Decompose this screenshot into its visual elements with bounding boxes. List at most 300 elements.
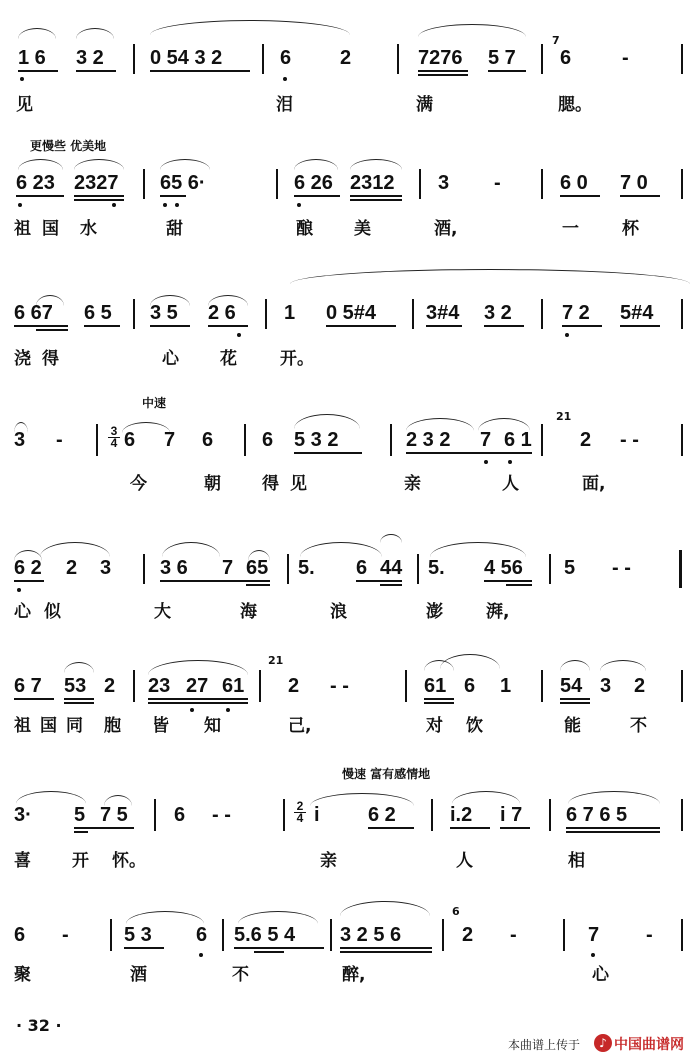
underline — [148, 702, 248, 704]
note-group: 6 2 — [14, 557, 42, 579]
note: 5 — [564, 557, 576, 579]
barline — [133, 44, 135, 74]
underline — [620, 325, 660, 327]
slur — [76, 28, 114, 39]
barline — [549, 799, 551, 831]
lyric: 人 — [456, 851, 473, 871]
lyric: 腮。 — [558, 95, 592, 115]
slur — [600, 660, 646, 671]
barline — [681, 299, 683, 329]
tempo-marking: 慢速 富有感情地 — [342, 767, 431, 781]
barline — [405, 670, 407, 702]
lyric: 饮 — [466, 716, 483, 736]
slur — [440, 654, 500, 669]
underline — [124, 947, 164, 949]
grace-note: 6 — [452, 905, 460, 918]
barline — [276, 169, 278, 199]
note-group: 61 — [222, 675, 245, 697]
note: 7 — [480, 429, 492, 451]
note-group: i.2 — [450, 804, 473, 826]
barline — [442, 919, 444, 951]
dash: - - — [330, 675, 349, 697]
lyric: 不 — [232, 965, 249, 985]
note-group: 2327 — [74, 172, 119, 194]
tempo-marking: 更慢些 优美地 — [30, 139, 107, 153]
low-octave-dot — [190, 708, 194, 712]
time-bottom: 4 — [108, 437, 120, 449]
lyric: 水 — [80, 219, 97, 239]
note: 3· — [14, 804, 32, 826]
note: 2 — [340, 47, 352, 69]
note: 6 — [356, 557, 368, 579]
barline — [541, 44, 543, 74]
lyric: 大 — [154, 602, 171, 622]
dash: - - — [620, 429, 639, 451]
note: 2 — [462, 924, 474, 946]
site-logo-icon[interactable]: ♪ — [594, 1034, 612, 1052]
underline — [340, 947, 432, 949]
system-4 — [0, 390, 700, 500]
lyric: 对 — [426, 716, 443, 736]
lyric: 亲 — [320, 851, 337, 871]
barline — [563, 919, 565, 951]
underline — [350, 199, 402, 201]
underline — [426, 325, 462, 327]
note: 1 — [500, 675, 512, 697]
barline — [143, 169, 145, 199]
underline — [14, 325, 68, 327]
slur — [300, 542, 382, 557]
slur — [162, 542, 220, 557]
note-group: 3#4 — [426, 302, 460, 324]
note: 7 — [222, 557, 234, 579]
low-octave-dot — [484, 460, 488, 464]
lyric: 开 — [72, 851, 89, 871]
barline — [417, 554, 419, 584]
lyric: 似 — [44, 602, 61, 622]
note-group: 27 — [186, 675, 209, 697]
slur — [16, 791, 86, 804]
underline — [160, 195, 186, 197]
note-group: 23 — [148, 675, 171, 697]
barline — [110, 919, 112, 951]
underline — [562, 325, 602, 327]
time-bottom: 4 — [294, 812, 306, 824]
slur — [126, 911, 204, 924]
system-8 — [0, 895, 700, 1005]
page-number: · 32 · — [16, 1016, 62, 1035]
note: 7 — [588, 924, 600, 946]
system-6 — [0, 640, 700, 750]
slur — [418, 24, 526, 37]
barline — [283, 799, 285, 831]
low-octave-dot — [199, 953, 203, 957]
note: 2 — [66, 557, 78, 579]
underline — [418, 70, 468, 72]
lyric: 甜 — [166, 219, 183, 239]
barline — [681, 44, 683, 74]
low-octave-dot — [163, 203, 167, 207]
underline — [484, 580, 532, 582]
low-octave-dot — [226, 708, 230, 712]
slur — [18, 28, 56, 39]
underline — [560, 195, 600, 197]
note-group: 2312 — [350, 172, 395, 194]
note: 2 — [288, 675, 300, 697]
lyric: 皆 — [152, 716, 169, 736]
underline — [14, 698, 54, 700]
underline — [326, 325, 396, 327]
lyric: 开。 — [280, 349, 314, 369]
underline — [506, 584, 532, 586]
time-top: 3 — [110, 424, 118, 438]
note: 3 — [438, 172, 450, 194]
grace-note: 7 — [552, 34, 560, 47]
system-3 — [0, 265, 700, 375]
underline — [566, 827, 660, 829]
note: 6 — [202, 429, 214, 451]
lyric: 心 — [162, 349, 179, 369]
barline — [541, 670, 543, 702]
slur — [310, 793, 414, 806]
grace-note: 21 — [556, 410, 572, 423]
low-octave-dot — [18, 203, 22, 207]
slur — [290, 269, 690, 284]
barline — [431, 799, 433, 831]
lyric: 喜 — [14, 851, 31, 871]
lyric: 聚 — [14, 965, 31, 985]
note: 5 — [74, 804, 86, 826]
slur — [238, 911, 318, 924]
lyric: 知 — [204, 716, 221, 736]
note: 6 — [560, 47, 572, 69]
time-signature — [294, 801, 306, 824]
note-group: 5.6 5 4 — [234, 924, 296, 946]
note-group: 2 6 — [208, 302, 236, 324]
underline — [254, 951, 284, 953]
underline — [14, 580, 44, 582]
underline — [36, 329, 68, 331]
note-group: 65 6· — [160, 172, 206, 194]
lyric: 心 — [592, 965, 609, 985]
note: 3 — [100, 557, 112, 579]
site-name-link[interactable]: 中国曲谱网 — [614, 1037, 684, 1053]
note-group: 7 2 — [562, 302, 590, 324]
note: 2 — [580, 429, 592, 451]
underline — [356, 580, 402, 582]
low-octave-dot — [112, 203, 116, 207]
note-group: 6 26 — [294, 172, 333, 194]
note: 5. — [298, 557, 315, 579]
underline — [74, 199, 124, 201]
underline — [64, 702, 94, 704]
lyric: 得 — [42, 349, 59, 369]
note-group: 5 3 2 — [294, 429, 339, 451]
slur — [340, 901, 430, 916]
underline — [148, 698, 248, 700]
lyric: 见 — [16, 95, 33, 115]
barline — [244, 424, 246, 456]
low-octave-dot — [508, 460, 512, 464]
underline — [84, 325, 120, 327]
low-octave-dot — [565, 333, 569, 337]
note-group: 3 2 — [484, 302, 512, 324]
slur — [350, 159, 402, 170]
barline — [265, 299, 267, 329]
note: 6 — [262, 429, 274, 451]
underline — [208, 325, 248, 327]
barline — [541, 299, 543, 329]
grace-note: 21 — [268, 654, 284, 667]
underline — [16, 195, 64, 197]
slur — [430, 542, 526, 557]
lyric: 酒, — [434, 219, 458, 239]
note-group: 6 1 — [504, 429, 532, 451]
underline — [150, 325, 190, 327]
note-group: 6 7 6 5 — [566, 804, 628, 826]
note-group: 7 5 — [100, 804, 128, 826]
note-group: i 7 — [500, 804, 523, 826]
slur — [64, 662, 94, 673]
underline — [74, 827, 134, 829]
barline — [541, 424, 543, 456]
lyric: 泪 — [276, 95, 293, 115]
lyric: 湃, — [486, 602, 510, 622]
note-group: 0 5#4 — [326, 302, 377, 324]
lyric: 美 — [354, 219, 371, 239]
slur — [160, 159, 210, 170]
low-octave-dot — [591, 953, 595, 957]
note: 6 — [174, 804, 186, 826]
slur — [380, 534, 402, 543]
barline — [397, 44, 399, 74]
lyric: 怀。 — [112, 851, 146, 871]
lyric: 酒 — [130, 965, 147, 985]
note-group: 44 — [380, 557, 403, 579]
dash: - - — [612, 557, 631, 579]
barline — [133, 299, 135, 329]
note: 5. — [428, 557, 445, 579]
note: 6 — [124, 429, 136, 451]
note-group: 6 2 — [368, 804, 396, 826]
note-group: 3 2 5 6 — [340, 924, 402, 946]
note-group: 7276 — [418, 47, 463, 69]
underline — [450, 827, 490, 829]
underline — [76, 70, 116, 72]
note-group: 4 56 — [484, 557, 523, 579]
barline — [541, 169, 543, 199]
underline — [350, 195, 402, 197]
tempo-marking: 中速 — [142, 396, 167, 410]
dash: - — [494, 172, 501, 194]
slur — [150, 20, 350, 35]
slur — [74, 159, 124, 170]
barline — [262, 44, 264, 74]
dash: - — [646, 924, 653, 946]
barline — [330, 919, 332, 951]
note: 3 — [600, 675, 612, 697]
note-group: 65 — [246, 557, 269, 579]
underline — [620, 195, 660, 197]
system-7 — [0, 765, 700, 875]
note-group: 6 0 — [560, 172, 588, 194]
slur — [148, 660, 248, 675]
underline — [406, 452, 532, 454]
barline — [681, 919, 683, 951]
lyric: 国 — [40, 716, 57, 736]
note-group: 5 7 — [488, 47, 516, 69]
low-octave-dot — [175, 203, 179, 207]
note: 2 — [104, 675, 116, 697]
barline — [681, 424, 683, 456]
barline — [287, 554, 289, 584]
barline — [679, 550, 682, 588]
barline — [143, 554, 145, 584]
dash: - — [62, 924, 69, 946]
note: 2 — [634, 675, 646, 697]
barline — [96, 424, 98, 456]
underline — [424, 702, 454, 704]
note: 3 — [14, 429, 26, 451]
note-group: 6 23 — [16, 172, 55, 194]
barline — [681, 799, 683, 831]
note-group: 6 7 — [14, 675, 42, 697]
underline — [424, 698, 454, 700]
low-octave-dot — [297, 203, 301, 207]
underline — [246, 584, 270, 586]
barline — [419, 169, 421, 199]
note-group: 6 5 — [84, 302, 112, 324]
slur — [294, 414, 360, 429]
low-octave-dot — [17, 588, 21, 592]
lyric: 花 — [220, 349, 237, 369]
lyric: 同 — [66, 716, 83, 736]
time-signature — [108, 426, 120, 449]
lyric: 得 — [262, 474, 279, 494]
lyric: 祖 — [14, 716, 31, 736]
lyric: 浇 — [14, 349, 31, 369]
underline — [488, 70, 526, 72]
note: 6 — [280, 47, 292, 69]
underline — [234, 947, 324, 949]
barline — [412, 299, 414, 329]
slur — [568, 791, 660, 804]
underline — [560, 702, 590, 704]
barline — [133, 670, 135, 702]
underline — [380, 584, 402, 586]
underline — [294, 452, 362, 454]
lyric: 亲 — [404, 474, 421, 494]
slur — [560, 660, 590, 671]
upload-note: 本曲谱上传于 — [508, 1038, 581, 1052]
underline — [160, 580, 270, 582]
lyric: 国 — [42, 219, 59, 239]
lyric: 浪 — [330, 602, 347, 622]
underline — [560, 698, 590, 700]
note: 1 — [284, 302, 296, 324]
note: 6 — [196, 924, 208, 946]
note-group: 6 67 — [14, 302, 53, 324]
low-octave-dot — [283, 77, 287, 81]
lyric: 醉, — [342, 965, 366, 985]
note-group: 61 — [424, 675, 447, 697]
underline — [294, 195, 340, 197]
lyric: 人 — [502, 474, 519, 494]
lyric: 面, — [582, 474, 606, 494]
barline — [222, 919, 224, 951]
lyric: 澎 — [426, 602, 443, 622]
underline — [500, 827, 530, 829]
lyric: 心 — [14, 602, 31, 622]
lyric: 海 — [240, 602, 257, 622]
barline — [390, 424, 392, 456]
system-2 — [0, 135, 700, 245]
note-group: 3 5 — [150, 302, 178, 324]
dash: - - — [212, 804, 231, 826]
note-group: 2 3 2 — [406, 429, 451, 451]
note-group: 5#4 — [620, 302, 654, 324]
dash: - — [56, 429, 63, 451]
lyric: 见 — [290, 474, 307, 494]
note-group: 3 2 — [76, 47, 104, 69]
lyric: 能 — [564, 716, 581, 736]
note-group: 0 54 3 2 — [150, 47, 223, 69]
note-group: 7 0 — [620, 172, 648, 194]
underline — [418, 74, 468, 76]
slur — [452, 791, 520, 804]
underline — [64, 698, 94, 700]
lyric: 胞 — [104, 716, 121, 736]
underline — [566, 831, 660, 833]
lyric: 今 — [130, 474, 147, 494]
note: i — [314, 804, 320, 826]
lyric: 相 — [568, 851, 585, 871]
note-group: 1 6 — [18, 47, 46, 69]
slur — [18, 159, 63, 170]
lyric: 一 — [562, 219, 579, 239]
lyric: 不 — [630, 716, 647, 736]
underline — [484, 325, 524, 327]
dash: - — [622, 47, 629, 69]
lyric: 杯 — [622, 219, 639, 239]
underline — [74, 831, 88, 833]
time-top: 2 — [296, 799, 304, 813]
barline — [549, 554, 551, 584]
underline — [368, 827, 414, 829]
slur — [294, 159, 338, 170]
underline — [18, 70, 58, 72]
dash: - — [510, 924, 517, 946]
low-octave-dot — [237, 333, 241, 337]
lyric: 满 — [416, 95, 433, 115]
underline — [74, 195, 124, 197]
system-5 — [0, 520, 700, 630]
slur — [40, 542, 110, 557]
lyric: 己, — [288, 716, 312, 736]
note-group: 54 — [560, 675, 583, 697]
lyric: 祖 — [14, 219, 31, 239]
barline — [259, 670, 261, 702]
low-octave-dot — [20, 77, 24, 81]
note: 6 — [14, 924, 26, 946]
lyric: 酿 — [296, 219, 313, 239]
underline — [340, 951, 432, 953]
system-1 — [0, 20, 700, 130]
barline — [154, 799, 156, 831]
lyric: 朝 — [204, 474, 221, 494]
barline — [681, 670, 683, 702]
note: 6 — [464, 675, 476, 697]
